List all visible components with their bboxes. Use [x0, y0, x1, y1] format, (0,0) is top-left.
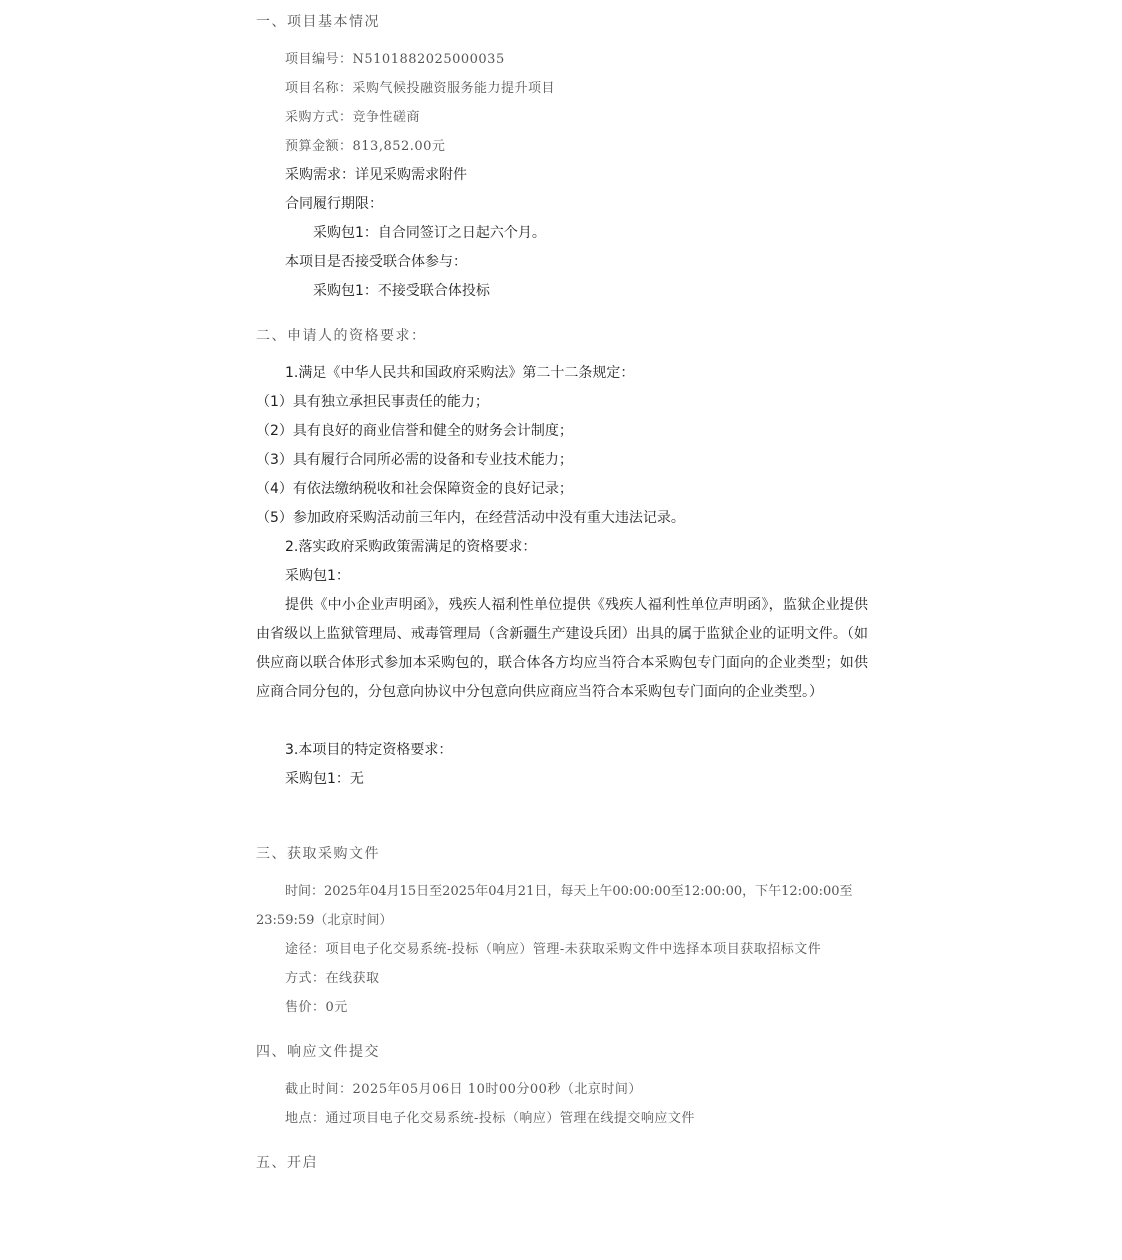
- section-heading-submission: 四、响应文件提交: [256, 1044, 380, 1060]
- submission-deadline: 截止时间：2025年05月06日 10时00分00秒（北京时间）: [285, 1082, 642, 1097]
- section-heading-basic-info: 一、项目基本情况: [256, 14, 380, 30]
- consortium-label: 本项目是否接受联合体参与：: [285, 254, 467, 270]
- project-name: 项目名称：采购气候投融资服务能力提升项目: [285, 81, 556, 96]
- requirement-1-item: （1）具有独立承担民事责任的能力；: [256, 394, 489, 410]
- procurement-method: 采购方式：竞争性磋商: [285, 110, 421, 125]
- consortium-pkg1: 采购包1：不接受联合体投标: [313, 283, 490, 299]
- requirement-1-item: （2）具有良好的商业信誉和健全的财务会计制度；: [256, 423, 573, 439]
- project-number: 项目编号：N5101882025000035: [285, 52, 505, 67]
- requirement-3-title: 3.本项目的特定资格要求：: [285, 742, 453, 758]
- section-heading-qualifications: 二、申请人的资格要求：: [256, 328, 427, 344]
- section-heading-opening: 五、开启: [256, 1155, 318, 1171]
- contract-term-pkg1: 采购包1：自合同签订之日起六个月。: [313, 225, 546, 241]
- obtain-mode: 方式：在线获取: [285, 971, 380, 986]
- requirement-3-pkg1: 采购包1：无: [285, 771, 364, 787]
- obtain-route: 途径：项目电子化交易系统-投标（响应）管理-未获取采购文件中选择本项目获取招标文件: [285, 942, 822, 957]
- contract-term-label: 合同履行期限：: [285, 196, 383, 212]
- section-heading-obtain-documents: 三、获取采购文件: [256, 846, 380, 862]
- document-price: 售价：0元: [285, 1000, 348, 1015]
- obtain-time: 时间：2025年04月15日至2025年04月21日，每天上午00:00:00至12:00:00，下午12:00:00至23:59:59（北京时间）: [256, 884, 853, 928]
- announcement-document: [256, 8, 868, 1178]
- submission-location: 地点：通过项目电子化交易系统-投标（响应）管理在线提交响应文件: [285, 1111, 695, 1126]
- requirement-1-item: （3）具有履行合同所必需的设备和专业技术能力；: [256, 452, 573, 468]
- budget-amount: 预算金额：813,852.00元: [285, 139, 446, 154]
- requirement-2-title: 2.落实政府采购政策需满足的资格要求：: [285, 539, 537, 555]
- requirement-2-text: 提供《中小企业声明函》，残疾人福利性单位提供《残疾人福利性单位声明函》，监狱企业提供由省级以上监狱管理局、戒毒管理局（含新疆生产建设兵团）出具的属于监狱企业的证明文件。（如供应商以联合体形式参加本采购包的，联合体各方均应当符合本采购包专门面向的企业类型；如供应商合同分包的，分包意向协议中分包意向供应商应当符合本采购包专门面向的企业类型。）: [256, 597, 868, 700]
- requirement-1-item: （5）参加政府采购活动前三年内，在经营活动中没有重大违法记录。: [256, 510, 685, 526]
- procurement-demand: 采购需求：详见采购需求附件: [285, 167, 467, 183]
- requirement-2-pkg-label: 采购包1：: [285, 568, 350, 584]
- requirement-1-title: 1.满足《中华人民共和国政府采购法》第二十二条规定：: [285, 365, 635, 381]
- requirement-1-item: （4）有依法缴纳税收和社会保障资金的良好记录；: [256, 481, 573, 497]
